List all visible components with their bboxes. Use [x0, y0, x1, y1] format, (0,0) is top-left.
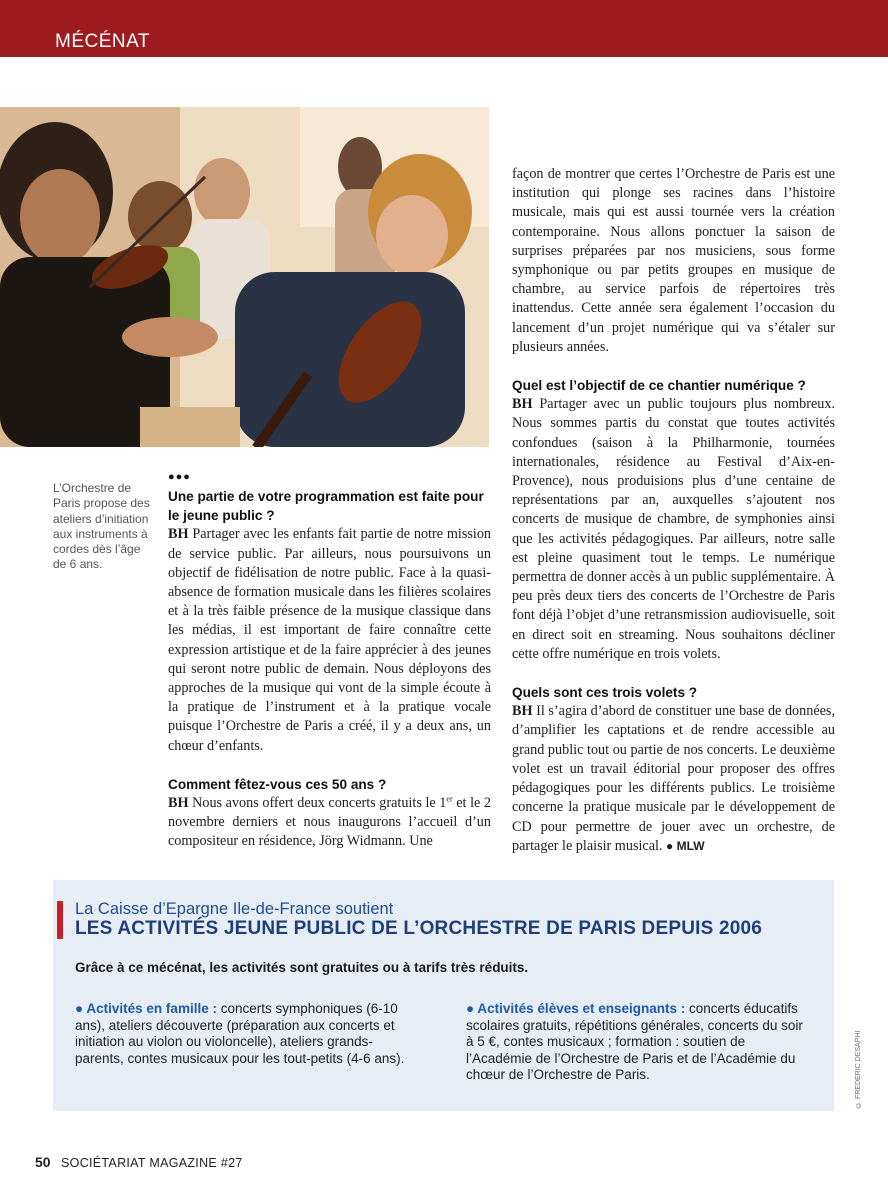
answer-chantier-numerique [512, 395, 835, 664]
answer-text: Partager avec un public toujours plus nombreux. Nous sommes partis du constat que toutes activités confondues (saison à la Philharmonie, tournées internationales, résidence au Festival d’Aix-en-Provence), nous produisions plus d’une centaine de représentations par an, auxquelles s’ajoutent nos concerts de musique de chambre, de symphonies ainsi que les activités pédagogiques. Par ailleurs, notre salle est pleine quasiment tout le temps. Le numérique permettra de donner accès à un public supplémentaire. À peu près deux tiers des concerts de l’Orchestre de Paris font déjà l’objet d’une retransmission audiovisuelle, soit en direct soit en streaming. Nous souhaitons décliner cette offre numérique en trois volets. [512, 396, 836, 662]
answer-trois-volets [512, 702, 835, 856]
question-trois-volets: Quels sont ces trois volets ? [512, 685, 698, 701]
answer-text: et le 2 novembre derniers et nous inaugurons l’accueil d’un compositeur en résidence, Jörg Widmann. Une [168, 795, 492, 850]
photo-credit: © FREDERIC DESAPHI [855, 1030, 862, 1108]
article-column-left [168, 470, 491, 852]
article-column-right [512, 165, 835, 856]
family-activities-label: ● Activités en famille : [75, 1001, 217, 1016]
sponsor-title: LES ACTIVITÉS JEUNE PUBLIC DE L’ORCHESTRE DE PARIS DEPUIS 2006 [75, 918, 763, 939]
photo-illustration [0, 107, 489, 447]
answer-text: Il s’agira d’abord de constituer une base de données, d’amplifier les captations et de rendre accessible au grand public tout ou partie de nos concerts. Le deuxième volet est un travail éditorial pour proposer des offres pédagogiques pour les différents publics. Le troisième concerne la pratique musicale par le développement de CD pour permettre de jouer avec un orchestre, de partager le plaisir musical. [512, 703, 836, 854]
answer-50-ans [168, 794, 491, 852]
photo-violin-lesson [0, 107, 489, 447]
magazine-title: SOCIÉTARIAT MAGAZINE #27 [61, 1156, 243, 1170]
continued-text: façon de montrer que certes l’Orchestre de Paris est une institution qui plonge ses racines dans l’histoire musicale, mais qui est aussi tournée vers la création contemporaine. Nous allons ponctuer la saison de surprises préparées par nos musiciens, sous forme symphonique ou par petits groupes en musique de chambre, au service parfois de répertoires très inattendus. Cette année sera également l’occasion du lancement d’un projet numérique qui va s’étaler sur plusieurs années. [512, 166, 835, 355]
page-number: 50 [35, 1154, 51, 1170]
section-label: MÉCÉNAT [55, 31, 150, 52]
author-signature: ● MLW [666, 838, 705, 853]
sponsor-accent-bar [57, 901, 63, 939]
speaker-label: BH [168, 795, 189, 812]
sponsor-box [53, 880, 834, 1111]
speaker-label: BH [512, 396, 533, 413]
school-activities-label: ● Activités élèves et enseignants : [466, 1001, 686, 1016]
family-activities-text: concerts symphoniques (6-10 ans), ateliers découverte (préparation aux concerts et initiation au violon ou violoncelle), ateliers grands-parents, contes musicaux pour les tout-petits (4-6 ans). [75, 1001, 405, 1066]
sponsor-family-activities [75, 1001, 420, 1067]
sponsor-school-activities [466, 1001, 811, 1084]
question-chantier-numerique: Quel est l’objectif de ce chantier numérique ? [512, 378, 806, 394]
sponsor-lead: Grâce à ce mécénat, les activités sont gratuites ou à tarifs très réduits. [75, 960, 529, 975]
section-dots: ●●● [168, 471, 191, 483]
speaker-label: BH [168, 526, 189, 543]
question-50-ans: Comment fêtez-vous ces 50 ans ? [168, 776, 387, 792]
question-programmation: Une partie de votre programmation est faite pour le jeune public ? [168, 489, 484, 524]
photo-caption: L’Orchestre de Paris propose des ateliers d’initiation aux instruments à cordes dès l’âge de 6 ans. [53, 481, 150, 572]
sponsor-intro: La Caisse d’Epargne Ile-de-France soutient [75, 900, 394, 918]
answer-programmation [168, 525, 491, 755]
school-activities-text: concerts éducatifs scolaires gratuits, répétitions générales, concerts du soir à 5 €, contes musicaux ; formation : soutien de l’Académie de l’Orchestre de Paris et de l’Académie du chœur de l’Orchestre de Paris. [466, 1001, 803, 1082]
answer-text: Partager avec les enfants fait partie de notre mission de service public. Par ailleurs, nous poursuivons un objectif de fidélisation de notre public. Face à la quasi-absence de formation musicale dans les filières scolaires et à la très faible présence de la musique classique dans les médias, il est important de faire connaître cette expression artistique et de la faire apprécier à des jeunes qui seront notre public de demain. Nous déployons des approches de la musique qui vont de la simple écoute à la pratique de l’instrument et à la pratique vocale puisque l’Orchestre de Paris a créé, il y a deux ans, un chœur d’enfants. [168, 526, 492, 754]
ordinal-suffix: er [446, 794, 453, 804]
page-footer [35, 1154, 243, 1172]
speaker-label: BH [512, 703, 533, 720]
answer-text: Nous avons offert deux concerts gratuits le 1 [192, 795, 447, 812]
